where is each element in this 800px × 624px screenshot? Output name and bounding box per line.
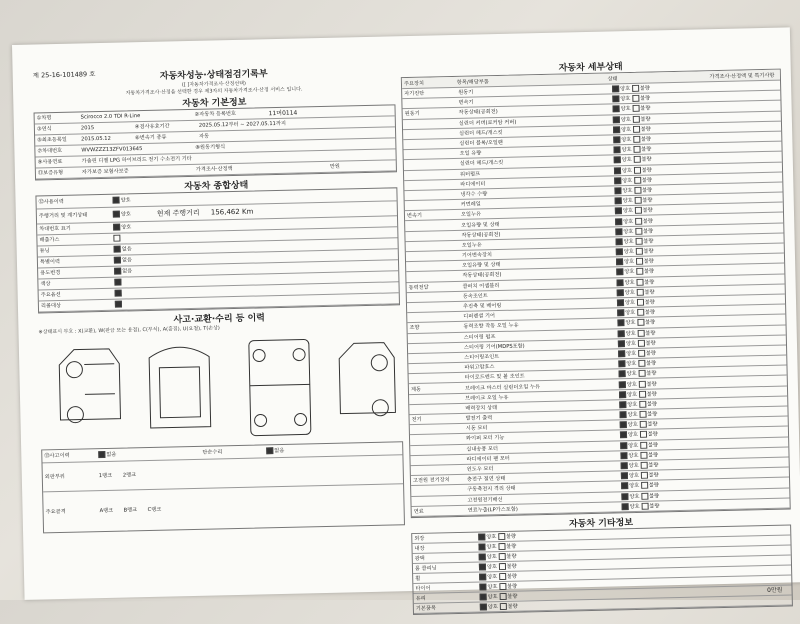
detail-status: 양호 불량 [614, 256, 718, 265]
detail-status: 양호 불량 [618, 450, 722, 459]
state-row-0: ⑫사용이력 [38, 199, 64, 206]
state-row-1: 주행거리 및 계기상태 [38, 212, 88, 220]
other-table [411, 524, 793, 615]
detail-item-label: 커먼레일 [460, 201, 481, 209]
detail-group-label: 제동 [410, 386, 422, 393]
basic-value-1: 2015 [80, 124, 95, 132]
detail-status: 양호 불량 [620, 501, 724, 510]
state-row-7: 색상 [40, 281, 51, 288]
left-section [33, 64, 405, 533]
doc-number: 제 25-16-101489 호 [32, 70, 96, 80]
detail-status: 양호 불량 [619, 460, 723, 469]
detail-group-label [408, 368, 462, 369]
detail-group-label [409, 378, 463, 379]
doc-notice: 자동차가격조사·산정을 선택한 경우 제3자의 자동차가격조사·산정 서비스 입니다. [125, 86, 303, 97]
detail-group-label [402, 103, 456, 104]
basic-value-4: 가솔린 디젤 LPG 하이브리드 전기 수소전기 기타 [81, 156, 192, 165]
detail-item-label: 라디에이터 팬 모터 [466, 455, 510, 463]
detail-group-label [407, 317, 461, 318]
detail-header-3: 가격조사·산정액 및 특기사항 [709, 72, 775, 80]
detail-item-label: 고전원전기배선 [467, 496, 503, 504]
frame-label: 주요골격 [45, 509, 66, 516]
other-row-label: 광택 [414, 555, 425, 562]
basic-value-5: 자가보증 보험사보증 [81, 168, 129, 176]
detail-status: 양호 불량 [616, 358, 720, 367]
other-row-status: 양호 불량 [476, 533, 518, 541]
detail-status: 양호 불량 [614, 236, 718, 245]
detail-item-label: 스티어링조인트 [464, 353, 500, 361]
detail-group-label: 조향 [409, 325, 420, 332]
detail-status: 양호 불량 [614, 277, 718, 286]
state-row-6: 용도변경 [40, 270, 61, 277]
detail-group-label [408, 337, 462, 338]
history-value-1: 없음 [274, 448, 285, 455]
detail-group-label [405, 194, 459, 195]
rank-3: B랭크 [123, 507, 138, 514]
state-title: 자동차 종합상태 [184, 180, 249, 192]
detail-item-label: 실린더 헤드/개스킷 [459, 129, 503, 137]
state-row-3: 배출가스 [39, 237, 60, 244]
detail-item-label: 냉각수 수량 [460, 191, 488, 198]
right-section [401, 56, 793, 612]
rank-1: 2랭크 [122, 472, 137, 479]
basic-label-3: ⑦차대번호 [37, 148, 63, 155]
other-row-status: 양호 불량 [477, 553, 519, 561]
detail-status: 양호 불량 [619, 480, 723, 489]
detail-group-label [404, 154, 458, 155]
detail-item-label: 등속조인트 [462, 293, 488, 300]
detail-item-label: 실린더 커버(로커암 커버) [458, 119, 517, 127]
basic-value2-1: 2025.05.12부터 ~ 2027.05.11까지 [198, 121, 287, 130]
detail-item-label: 충전구 절연 상태 [466, 476, 506, 484]
detail-item-label: 클러치 어셈블리 [462, 282, 500, 290]
basic-value-3: WVWZZZ13ZFV013645 [81, 145, 143, 154]
detail-status: 양호 불량 [614, 267, 718, 276]
other-row-label: 유리 [415, 595, 426, 602]
inspection-sheet [12, 27, 800, 612]
rank-4: C랭크 [147, 507, 162, 514]
checkbox [114, 257, 121, 264]
detail-status: 양호 불량 [615, 307, 719, 316]
other-row-status: 양호 불량 [477, 583, 519, 591]
other-row-label: 타이어 [415, 585, 431, 592]
detail-status: 양호 불량 [613, 226, 717, 235]
detail-status: 양호 불량 [618, 429, 722, 438]
other-row-status: 양호 불량 [478, 603, 520, 611]
checkbox [115, 301, 122, 308]
reg-no-label: ②자동차 등록번호 [194, 111, 237, 119]
detail-group-label [403, 133, 457, 134]
detail-status: 양호 불량 [619, 491, 723, 500]
detail-status: 양호 불량 [611, 124, 715, 133]
detail-group-label [411, 500, 465, 501]
detail-group-label [407, 296, 461, 297]
other-row-label: 휠 [415, 575, 421, 582]
detail-group-label [408, 347, 462, 348]
detail-item-label: 배력장치 상태 [465, 404, 498, 412]
detail-item-label: 워터펌프 [459, 171, 481, 178]
other-row-label: 기본품목 [415, 605, 437, 612]
detail-group-label: 원동기 [404, 111, 420, 118]
detail-item-label: 오일 유량 [459, 150, 482, 158]
basic-label2-2: ⑥변속기 종류 [135, 134, 167, 142]
detail-group-label [406, 266, 460, 267]
detail-group-label [410, 429, 464, 430]
detail-item-label: 라디에이터 [460, 181, 486, 188]
car-side-right-icon [339, 342, 396, 416]
other-row-label: 외장 [414, 535, 425, 542]
basic-label-4: ⑨사용연료 [37, 159, 63, 166]
detail-header-2: 상태 [607, 75, 618, 82]
detail-item-label: 오일누유 [460, 211, 482, 219]
rank-0: 1랭크 [98, 473, 113, 480]
detail-item-label: 구동축전지 격리 상태 [467, 486, 516, 494]
detail-group-label [403, 123, 457, 124]
basic-label2-1: ④검사유효기간 [134, 123, 170, 131]
detail-group-label [406, 276, 460, 277]
detail-group-label [408, 357, 462, 358]
checkbox [112, 197, 119, 204]
detail-item-label: 오일유량 및 상태 [462, 262, 501, 270]
detail-group-label [407, 306, 461, 307]
detail-status: 양호 불량 [616, 348, 720, 357]
detail-status: 양호 불량 [616, 328, 720, 337]
history-label-1: 단순수리 [202, 449, 223, 457]
detail-item-label: 오일누유 [461, 242, 482, 249]
basic-label-2: ⑤최초등록일 [37, 137, 67, 144]
detail-group-label [404, 164, 458, 165]
basic-label2-3: ⑧원동기형식 [195, 144, 226, 152]
detail-status: 양호 불량 [610, 83, 714, 92]
state-row-8: 주요옵션 [40, 292, 61, 299]
detail-item-label: 실린더 헤드/개스킷 [459, 160, 504, 168]
basic-value-2: 2015.05.12 [81, 135, 111, 143]
detail-item-label: 파워고압호스 [464, 364, 495, 371]
basic-label2-5: 가격조사·산정액 [195, 166, 233, 174]
detail-status: 양호 불량 [611, 134, 715, 143]
other-row-status: 양호 불량 [478, 593, 520, 601]
detail-item-label: 실린더 블록/오일팬 [459, 139, 503, 147]
detail-group-label [409, 408, 463, 409]
detail-group-label [405, 235, 459, 236]
detail-item-label: 오일유량 및 상태 [461, 221, 500, 229]
car-diagrams [39, 327, 403, 445]
detail-item-label: 브레이크 마스터 실린더오일 누유 [464, 383, 541, 392]
checkbox [114, 268, 121, 275]
detail-group-label [405, 205, 459, 206]
detail-item-label: 변속기 [458, 99, 474, 107]
detail-item-label: 스티어링 펌프 [463, 333, 496, 341]
state-row-9: 리콜대상 [40, 303, 62, 310]
detail-status: 양호 불량 [617, 389, 721, 398]
detail-item-label: 기어변속장치 [461, 252, 493, 259]
detail-group-label: 자기진단 [404, 90, 425, 98]
detail-group-label [406, 255, 460, 256]
detail-item-label: 작동상태(공회전) [462, 272, 502, 280]
detail-group-label [404, 184, 458, 185]
basic-info-title: 자동차 기본정보 [182, 97, 247, 109]
checkbox [98, 451, 105, 458]
mileage-label: 현재 주행거리 [156, 208, 200, 218]
checkbox [114, 246, 121, 253]
detail-header-1: 항목/해당부품 [456, 78, 489, 86]
detail-group-label [404, 174, 458, 175]
detail-status: 양호 불량 [615, 317, 719, 326]
detail-status: 양호 불량 [611, 104, 715, 113]
detail-status: 양호 불량 [619, 470, 723, 479]
basic-value2-5: 만원 [329, 163, 340, 171]
detail-item-label: 원동기 [458, 89, 474, 96]
other-row-status: 양호 불량 [477, 563, 519, 571]
detail-table [401, 69, 791, 518]
detail-status: 양호 불량 [612, 154, 716, 163]
detail-status: 양호 불량 [613, 216, 717, 225]
detail-status: 양호 불량 [617, 379, 721, 388]
checkbox [113, 211, 120, 218]
history-value-0: 없음 [106, 452, 117, 459]
detail-status: 양호 불량 [612, 185, 716, 194]
detail-group-label [405, 225, 459, 226]
detail-status: 양호 불량 [617, 409, 721, 418]
detail-status: 양호 불량 [613, 205, 717, 214]
detail-group-label [403, 143, 457, 144]
detail-item-label: 작동상태(공회전) [461, 231, 501, 239]
detail-status: 양호 불량 [610, 93, 714, 102]
detail-group-label: 연료 [413, 508, 424, 515]
detail-group-label [411, 459, 465, 460]
state-row-5: 특별이력 [39, 259, 61, 266]
detail-status: 양호 불량 [617, 399, 721, 408]
other-row-status: 양호 불량 [477, 573, 519, 581]
other-row-label: 내장 [414, 545, 425, 552]
checkbox [114, 279, 121, 286]
detail-status: 양호 불량 [611, 114, 715, 123]
other-body [412, 525, 792, 614]
detail-item-label: 스티어링 기어(MDPS포함) [463, 343, 525, 351]
price-total: 0만원 [767, 586, 783, 594]
state-row-2: 차대번호 표기 [39, 226, 71, 233]
exterior-label: 외판부위 [44, 474, 65, 481]
detail-group-label [406, 245, 460, 246]
other-title: 자동차 기타정보 [568, 517, 634, 530]
doc-title: 자동차성능·상태점검기록부 [159, 69, 268, 82]
accident-notice: ※상태표시 부호 : X(교환), W(판금 또는 용접), C(부식), A(흠집), U(요철), T(손상) [38, 325, 220, 336]
detail-item-label: 시동 모터 [465, 425, 488, 433]
detail-status: 양호 불량 [618, 440, 722, 449]
accident-title: 사고·교환·수리 등 이력 [173, 313, 266, 326]
detail-status: 양호 불량 [611, 144, 715, 153]
detail-group-label [410, 449, 464, 450]
detail-status: 양호 불량 [618, 419, 722, 428]
rank-2: A랭크 [99, 508, 114, 515]
detail-status: 양호 불량 [612, 175, 716, 184]
basic-label-0: ①차명 [36, 115, 52, 122]
detail-group-label [411, 469, 465, 470]
detail-group-label: 변속기 [406, 213, 423, 220]
detail-item-label: 추진축 및 베어링 [462, 302, 502, 310]
basic-info-table [34, 104, 397, 180]
state-table: ⑫사용이력 양호 주행거리 및 계기상태 양호 현재 주행거리 156,462 Km 차대번호 표기 양호 배출가스 튜닝 없음 특별이력 없음 용도변경 없음 색상 주요옵션 리콜대상 [35, 187, 400, 313]
mileage-value: 156,462 Km [210, 207, 254, 217]
history-label-0: ⑬사고이력 [44, 453, 70, 460]
detail-item-label: 타이로드엔드 및 볼 조인트 [464, 373, 525, 382]
detail-group-label [410, 439, 464, 440]
car-top-front-icon [149, 346, 211, 427]
detail-status: 양호 불량 [612, 165, 716, 174]
basic-label-1: ③연식 [36, 126, 52, 133]
car-side-left-icon [59, 348, 121, 422]
detail-status: 양호 불량 [617, 368, 721, 377]
other-row-label: 룸 클리닝 [414, 565, 437, 572]
detail-item-label: 윈도우 모터 [466, 466, 494, 473]
detail-item-label: 연료누출(LP가스포함) [467, 506, 518, 514]
detail-body [402, 81, 790, 517]
detail-status: 양호 불량 [616, 338, 720, 347]
checkbox [266, 447, 273, 454]
basic-value-0: Scirocco 2.0 TDI R-Line [80, 112, 141, 121]
detail-item-label: 실내송풍 모터 [466, 445, 499, 453]
detail-status: 양호 불량 [614, 246, 718, 255]
basic-label-5: ⑪보증유형 [37, 170, 64, 177]
detail-group-label: 전기 [411, 416, 422, 424]
detail-item-label: 작동상태(공회전) [458, 109, 498, 117]
checkbox [113, 235, 120, 242]
detail-status: 양호 불량 [613, 195, 717, 204]
reg-no: 11머0114 [268, 109, 298, 118]
detail-item-label: 동력조향 작동 오일 누유 [463, 322, 519, 331]
car-frame-icon [249, 339, 311, 435]
detail-status: 양호 불량 [615, 287, 719, 296]
basic-value2-2: 자동 [199, 133, 210, 141]
detail-item-label: 브레이크 오일 누유 [465, 394, 509, 402]
detail-status: 양호 불량 [615, 297, 719, 306]
detail-item-label: 디퍼렌셜 기어 [463, 313, 496, 321]
detail-group-label [409, 398, 463, 399]
doc-subtitle: ([ ]자동차가격조사·산정선택) [181, 80, 247, 88]
detail-item-label: 와이퍼 모터 기능 [465, 435, 505, 443]
other-row-status: 양호 불량 [476, 543, 518, 551]
detail-group-label: 동력전달 [408, 284, 429, 291]
detail-group-label [411, 490, 465, 491]
detail-group-label: 고전원 전기장치 [412, 477, 450, 485]
detail-title: 자동차 세부상태 [558, 62, 623, 74]
checkbox [113, 224, 120, 231]
checkbox [115, 290, 122, 297]
detail-header-0: 주요장치 [403, 80, 425, 87]
history-table [41, 441, 405, 533]
state-row-4: 튜닝 [39, 248, 50, 255]
detail-item-label: 발전기 출력 [465, 415, 493, 422]
